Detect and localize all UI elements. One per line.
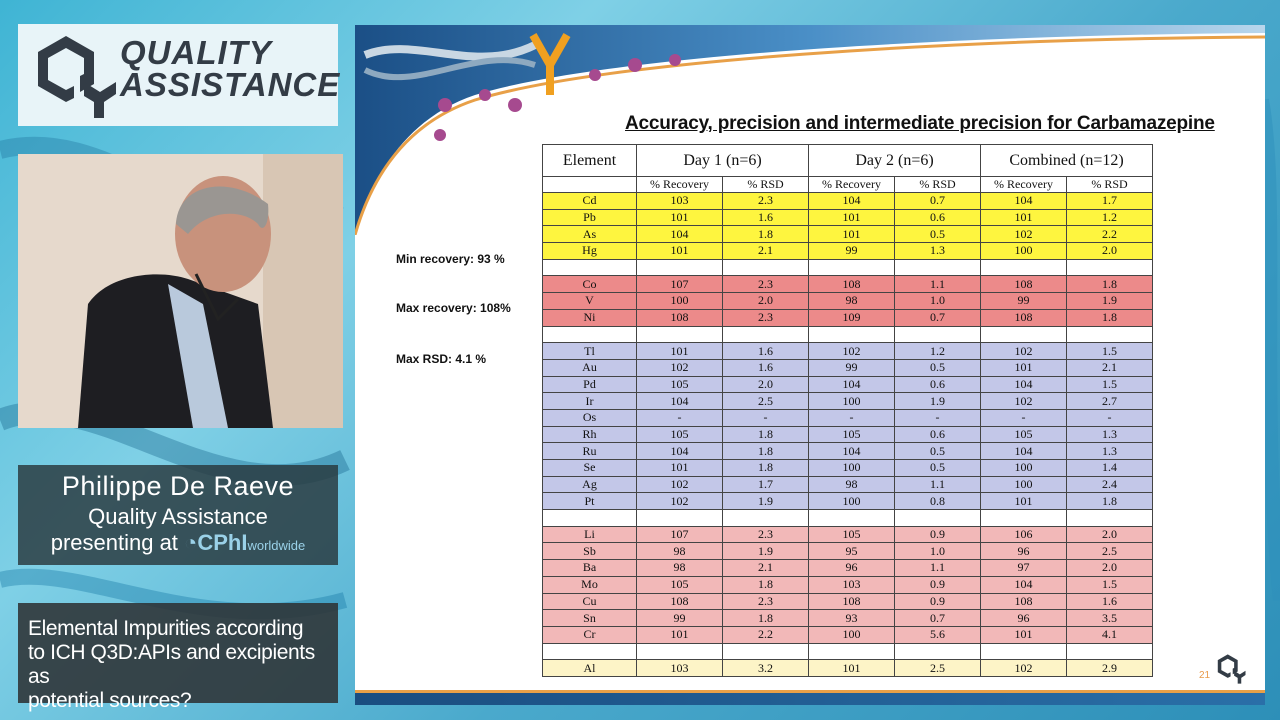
value-cell: 1.8	[723, 443, 809, 460]
value-cell: 1.8	[723, 576, 809, 593]
event-name: CPhI	[197, 530, 248, 555]
value-cell: 0.7	[895, 309, 981, 326]
element-cell: Al	[543, 660, 637, 677]
value-cell: 98	[637, 543, 723, 560]
table-row	[543, 226, 1153, 243]
gap-cell	[895, 326, 981, 343]
value-cell: 96	[981, 543, 1067, 560]
value-cell: 2.0	[723, 293, 809, 310]
value-cell: 108	[809, 593, 895, 610]
value-cell: -	[809, 409, 895, 426]
table-gap-row	[543, 326, 1153, 343]
value-cell: 100	[981, 243, 1067, 260]
table-row	[543, 359, 1153, 376]
gap-cell	[543, 259, 637, 276]
value-cell: 2.5	[1067, 543, 1153, 560]
value-cell: 96	[809, 560, 895, 577]
value-cell: 1.3	[1067, 426, 1153, 443]
speaker-silhouette	[18, 154, 343, 428]
logo-line1: QUALITY	[120, 34, 272, 71]
value-cell: 101	[637, 243, 723, 260]
value-cell: 1.0	[895, 543, 981, 560]
element-cell: Cr	[543, 626, 637, 643]
table-row	[543, 626, 1153, 643]
value-cell: 0.8	[895, 493, 981, 510]
value-cell: 102	[981, 226, 1067, 243]
topic-line3: potential sources?	[28, 689, 192, 712]
value-cell: -	[637, 409, 723, 426]
value-cell: 101	[981, 209, 1067, 226]
table-row	[543, 593, 1153, 610]
gap-cell	[1067, 259, 1153, 276]
element-cell: Rh	[543, 426, 637, 443]
results-table	[542, 144, 1153, 677]
table-row	[543, 476, 1153, 493]
value-cell: 2.5	[723, 393, 809, 410]
value-cell: 0.7	[895, 610, 981, 627]
value-cell: 2.1	[1067, 359, 1153, 376]
subheader-recovery: % Recovery	[809, 177, 895, 193]
speaker-video	[18, 154, 343, 428]
value-cell: 93	[809, 610, 895, 627]
gap-cell	[1067, 510, 1153, 527]
value-cell: 102	[981, 660, 1067, 677]
value-cell: 104	[981, 576, 1067, 593]
value-cell: 104	[637, 226, 723, 243]
value-cell: 0.5	[895, 460, 981, 477]
table-row	[543, 276, 1153, 293]
table-row	[543, 309, 1153, 326]
element-cell: As	[543, 226, 637, 243]
value-cell: 102	[637, 359, 723, 376]
value-cell: 1.5	[1067, 376, 1153, 393]
element-cell: Pt	[543, 493, 637, 510]
subheader-rsd: % RSD	[1067, 177, 1153, 193]
table-row	[543, 409, 1153, 426]
table-row	[543, 443, 1153, 460]
value-cell: 5.6	[895, 626, 981, 643]
value-cell: 1.6	[723, 209, 809, 226]
value-cell: 1.6	[723, 343, 809, 360]
value-cell: 109	[809, 309, 895, 326]
gap-cell	[981, 643, 1067, 660]
quality-assistance-logo-icon	[38, 32, 118, 122]
subheader-recovery: % Recovery	[637, 177, 723, 193]
min-recovery-note: Min recovery: 93 %	[396, 252, 505, 266]
speaker-info-box	[18, 465, 338, 565]
header-day2: Day 2 (n=6)	[809, 145, 981, 177]
gap-cell	[723, 510, 809, 527]
gap-cell	[637, 326, 723, 343]
gap-cell	[809, 259, 895, 276]
value-cell: 101	[809, 660, 895, 677]
gap-cell	[981, 510, 1067, 527]
presenting-text: presenting at	[50, 530, 178, 555]
table-row	[543, 376, 1153, 393]
value-cell: 102	[809, 343, 895, 360]
gap-cell	[809, 326, 895, 343]
value-cell: 100	[981, 460, 1067, 477]
value-cell: 0.9	[895, 593, 981, 610]
presenting-line	[18, 530, 338, 556]
value-cell: 1.9	[895, 393, 981, 410]
value-cell: 1.3	[895, 243, 981, 260]
value-cell: 108	[637, 593, 723, 610]
element-cell: Ag	[543, 476, 637, 493]
value-cell: 104	[637, 443, 723, 460]
value-cell: 108	[981, 276, 1067, 293]
value-cell: 108	[637, 309, 723, 326]
header-combined: Combined (n=12)	[981, 145, 1153, 177]
value-cell: 98	[809, 476, 895, 493]
element-cell: V	[543, 293, 637, 310]
value-cell: 107	[637, 526, 723, 543]
value-cell: 2.0	[1067, 526, 1153, 543]
value-cell: -	[981, 409, 1067, 426]
value-cell: 101	[809, 209, 895, 226]
value-cell: 102	[981, 343, 1067, 360]
footer-logo-icon	[1217, 653, 1247, 685]
value-cell: 1.8	[1067, 493, 1153, 510]
value-cell: 101	[637, 460, 723, 477]
value-cell: 0.6	[895, 426, 981, 443]
value-cell: 102	[637, 493, 723, 510]
value-cell: 108	[981, 309, 1067, 326]
element-cell: Hg	[543, 243, 637, 260]
value-cell: 105	[637, 426, 723, 443]
value-cell: 99	[809, 243, 895, 260]
value-cell: 1.1	[895, 276, 981, 293]
table-row	[543, 426, 1153, 443]
value-cell: 2.3	[723, 193, 809, 210]
value-cell: 1.5	[1067, 343, 1153, 360]
element-cell: Ni	[543, 309, 637, 326]
table-row	[543, 526, 1153, 543]
value-cell: 108	[981, 593, 1067, 610]
element-cell: Tl	[543, 343, 637, 360]
gap-cell	[895, 510, 981, 527]
table-row	[543, 243, 1153, 260]
value-cell: 1.8	[723, 610, 809, 627]
value-cell: 3.5	[1067, 610, 1153, 627]
subheader-recovery: % Recovery	[981, 177, 1067, 193]
value-cell: 103	[637, 193, 723, 210]
element-cell: Cd	[543, 193, 637, 210]
table-row	[543, 209, 1153, 226]
value-cell: 1.6	[1067, 593, 1153, 610]
value-cell: 1.1	[895, 476, 981, 493]
value-cell: 105	[809, 526, 895, 543]
gap-cell	[809, 510, 895, 527]
value-cell: 2.7	[1067, 393, 1153, 410]
gap-cell	[543, 643, 637, 660]
value-cell: 106	[981, 526, 1067, 543]
element-cell: Se	[543, 460, 637, 477]
value-cell: 100	[809, 393, 895, 410]
element-cell: Au	[543, 359, 637, 376]
table-row	[543, 393, 1153, 410]
value-cell: 1.8	[723, 460, 809, 477]
value-cell: 0.6	[895, 376, 981, 393]
value-cell: 0.9	[895, 576, 981, 593]
gap-cell	[637, 510, 723, 527]
value-cell: 2.0	[1067, 560, 1153, 577]
value-cell: 104	[809, 193, 895, 210]
value-cell: 1.9	[723, 493, 809, 510]
value-cell: 0.5	[895, 226, 981, 243]
element-cell: Ir	[543, 393, 637, 410]
gap-cell	[809, 643, 895, 660]
value-cell: 98	[809, 293, 895, 310]
table-row	[543, 610, 1153, 627]
value-cell: 2.1	[723, 243, 809, 260]
speaker-name: Philippe De Raeve	[61, 471, 295, 501]
event-sub: worldwide	[247, 538, 306, 553]
table-gap-row	[543, 643, 1153, 660]
value-cell: 104	[809, 443, 895, 460]
value-cell: 105	[809, 426, 895, 443]
gap-cell	[543, 510, 637, 527]
table-body	[543, 193, 1153, 677]
value-cell: -	[1067, 409, 1153, 426]
value-cell: -	[895, 409, 981, 426]
value-cell: 0.5	[895, 443, 981, 460]
value-cell: 1.7	[723, 476, 809, 493]
value-cell: 97	[981, 560, 1067, 577]
element-cell: Ba	[543, 560, 637, 577]
table-row	[543, 560, 1153, 577]
value-cell: 2.1	[723, 560, 809, 577]
value-cell: 100	[809, 460, 895, 477]
max-rsd-note: Max RSD: 4.1 %	[396, 352, 487, 366]
value-cell: 103	[637, 660, 723, 677]
topic-line2: to ICH Q3D:APIs and excipients as	[28, 641, 315, 688]
cphi-logo-icon: ◔	[184, 530, 198, 555]
value-cell: 2.9	[1067, 660, 1153, 677]
element-cell: Cu	[543, 593, 637, 610]
header-day1: Day 1 (n=6)	[637, 145, 809, 177]
value-cell: 108	[809, 276, 895, 293]
value-cell: 100	[809, 626, 895, 643]
table-row	[543, 460, 1153, 477]
element-cell: Pd	[543, 376, 637, 393]
gap-cell	[895, 259, 981, 276]
value-cell: 107	[637, 276, 723, 293]
value-cell: 2.3	[723, 593, 809, 610]
table-row	[543, 193, 1153, 210]
value-cell: 105	[637, 576, 723, 593]
element-cell: Sb	[543, 543, 637, 560]
gap-cell	[723, 259, 809, 276]
table-gap-row	[543, 510, 1153, 527]
max-recovery-note: Max recovery: 108%	[396, 301, 511, 315]
value-cell: 101	[809, 226, 895, 243]
value-cell: 105	[637, 376, 723, 393]
subheader-rsd: % RSD	[895, 177, 981, 193]
value-cell: 101	[637, 343, 723, 360]
value-cell: 1.9	[1067, 293, 1153, 310]
slide-title: Accuracy, precision and intermediate precision for Carbamazepine	[625, 113, 1215, 134]
value-cell: 103	[809, 576, 895, 593]
value-cell: 0.9	[895, 526, 981, 543]
value-cell: 2.4	[1067, 476, 1153, 493]
value-cell: 0.5	[895, 359, 981, 376]
value-cell: 2.2	[1067, 226, 1153, 243]
value-cell: 101	[981, 493, 1067, 510]
value-cell: 1.8	[1067, 309, 1153, 326]
value-cell: 3.2	[723, 660, 809, 677]
value-cell: 2.2	[723, 626, 809, 643]
value-cell: 1.2	[895, 343, 981, 360]
footer-bar	[355, 693, 1265, 705]
value-cell: 2.3	[723, 276, 809, 293]
topic-line1: Elemental Impurities according	[28, 617, 304, 640]
gap-cell	[543, 326, 637, 343]
table-gap-row	[543, 259, 1153, 276]
value-cell: 1.8	[723, 226, 809, 243]
gap-cell	[1067, 643, 1153, 660]
table-row	[543, 660, 1153, 677]
presentation-slide	[355, 25, 1265, 705]
subheader-blank	[543, 177, 637, 193]
value-cell: 1.9	[723, 543, 809, 560]
gap-cell	[981, 259, 1067, 276]
value-cell: 1.0	[895, 293, 981, 310]
subheader-rsd: % RSD	[723, 177, 809, 193]
value-cell: 102	[981, 393, 1067, 410]
value-cell: 100	[981, 476, 1067, 493]
page-number: 21	[1199, 670, 1211, 681]
value-cell: 0.6	[895, 209, 981, 226]
value-cell: 102	[637, 476, 723, 493]
gap-cell	[637, 643, 723, 660]
value-cell: 1.8	[1067, 276, 1153, 293]
value-cell: 1.4	[1067, 460, 1153, 477]
element-cell: Sn	[543, 610, 637, 627]
element-cell: Ru	[543, 443, 637, 460]
gap-cell	[981, 326, 1067, 343]
value-cell: 104	[981, 443, 1067, 460]
value-cell: 2.0	[1067, 243, 1153, 260]
value-cell: 99	[809, 359, 895, 376]
value-cell: 104	[981, 193, 1067, 210]
element-cell: Mo	[543, 576, 637, 593]
gap-cell	[723, 643, 809, 660]
speaker-affiliation: Quality Assistance	[88, 504, 268, 529]
value-cell: 1.8	[723, 426, 809, 443]
element-cell: Li	[543, 526, 637, 543]
table-row	[543, 293, 1153, 310]
value-cell: 99	[637, 610, 723, 627]
value-cell: 1.1	[895, 560, 981, 577]
value-cell: 100	[809, 493, 895, 510]
value-cell: 101	[981, 626, 1067, 643]
element-cell: Pb	[543, 209, 637, 226]
value-cell: 2.3	[723, 309, 809, 326]
header-element: Element	[543, 145, 637, 177]
value-cell: 0.7	[895, 193, 981, 210]
table-row	[543, 493, 1153, 510]
value-cell: 100	[637, 293, 723, 310]
value-cell: 105	[981, 426, 1067, 443]
value-cell: -	[723, 409, 809, 426]
table-row	[543, 543, 1153, 560]
gap-cell	[723, 326, 809, 343]
value-cell: 104	[809, 376, 895, 393]
value-cell: 104	[981, 376, 1067, 393]
value-cell: 101	[981, 359, 1067, 376]
value-cell: 1.2	[1067, 209, 1153, 226]
element-cell: Os	[543, 409, 637, 426]
value-cell: 104	[637, 393, 723, 410]
value-cell: 98	[637, 560, 723, 577]
value-cell: 2.0	[723, 376, 809, 393]
logo-box	[18, 24, 341, 126]
gap-cell	[1067, 326, 1153, 343]
value-cell: 2.3	[723, 526, 809, 543]
gap-cell	[895, 643, 981, 660]
value-cell: 1.3	[1067, 443, 1153, 460]
value-cell: 1.7	[1067, 193, 1153, 210]
topic-box	[18, 603, 338, 712]
value-cell: 95	[809, 543, 895, 560]
table-row	[543, 343, 1153, 360]
value-cell: 96	[981, 610, 1067, 627]
value-cell: 1.6	[723, 359, 809, 376]
gap-cell	[637, 259, 723, 276]
value-cell: 1.5	[1067, 576, 1153, 593]
value-cell: 4.1	[1067, 626, 1153, 643]
value-cell: 2.5	[895, 660, 981, 677]
logo-line2: ASSISTANCE	[120, 66, 341, 103]
value-cell: 101	[637, 626, 723, 643]
value-cell: 99	[981, 293, 1067, 310]
value-cell: 101	[637, 209, 723, 226]
element-cell: Co	[543, 276, 637, 293]
table-row	[543, 576, 1153, 593]
